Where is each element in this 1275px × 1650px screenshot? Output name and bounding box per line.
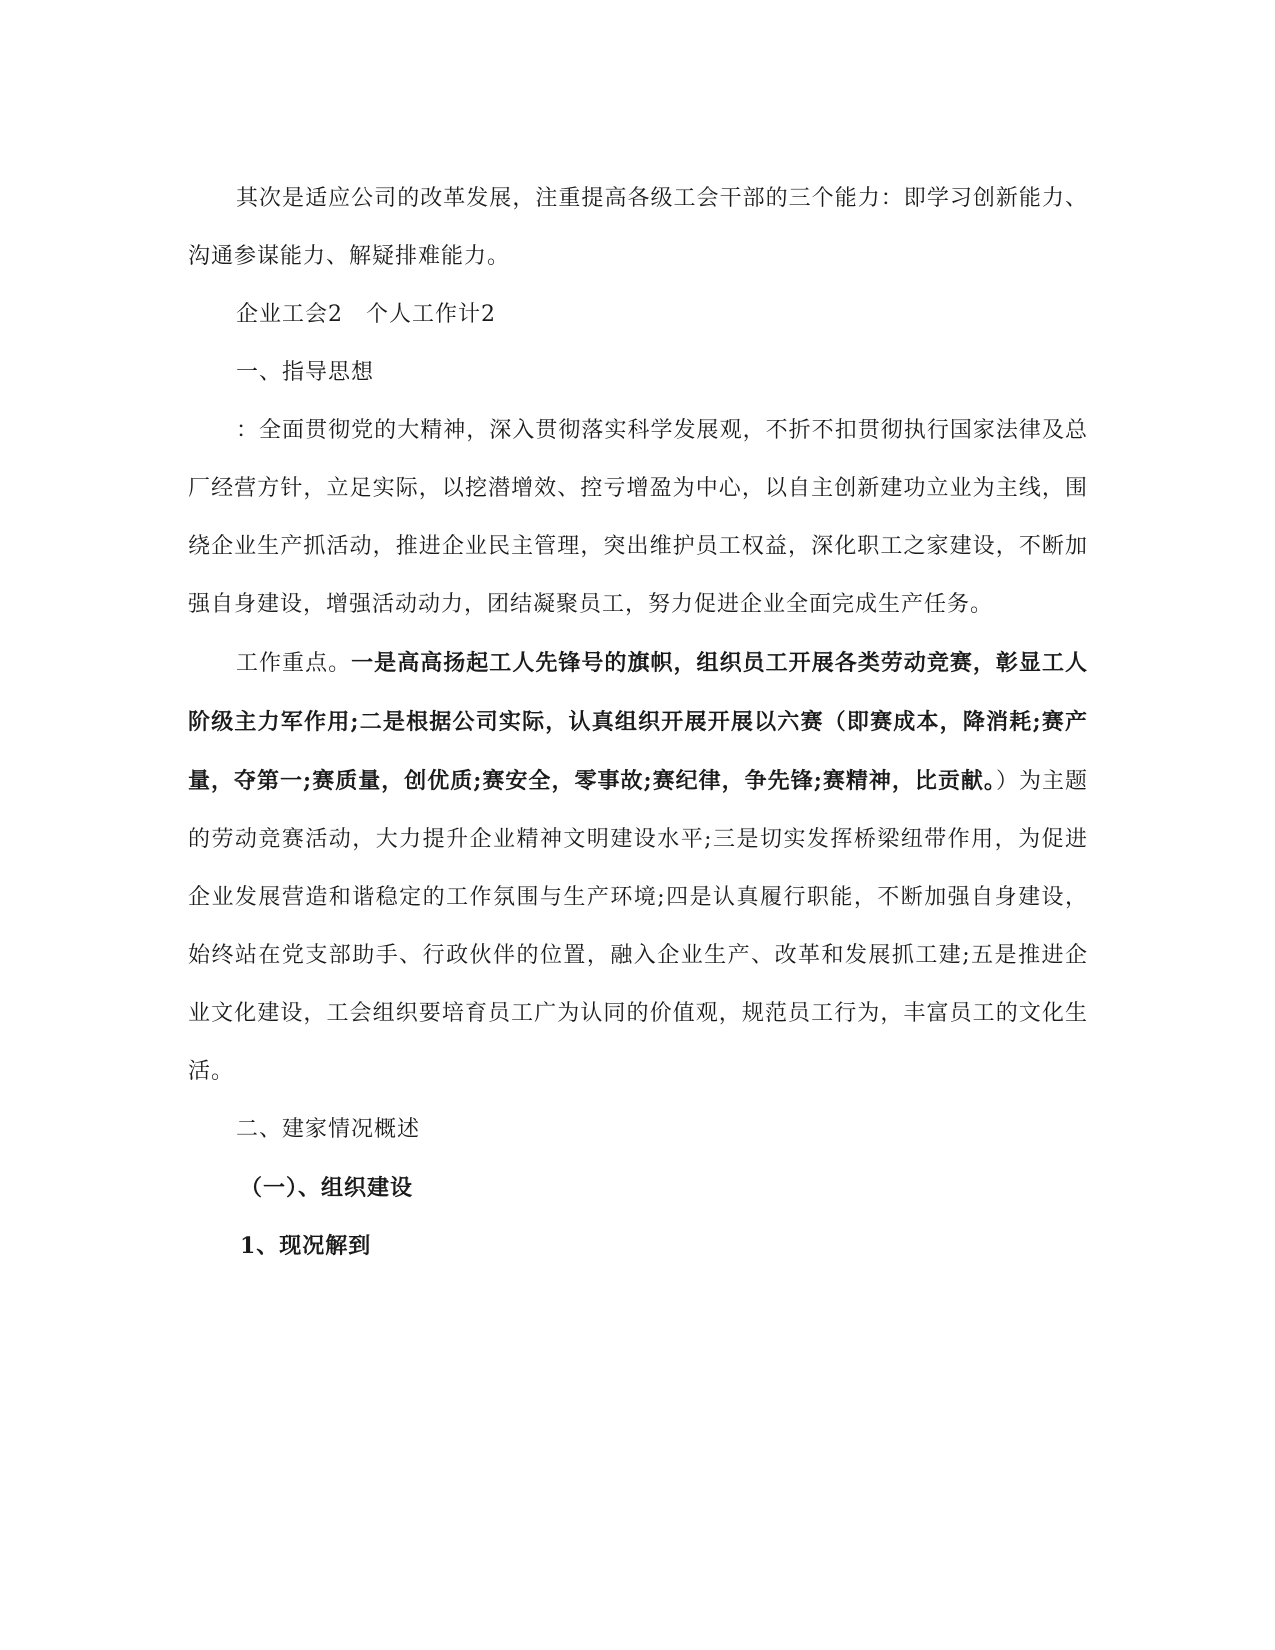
section-heading-guiding-ideology: 一、指导思想 <box>236 360 375 385</box>
document-title: 企业工会2 个人工作计2 <box>236 302 496 327</box>
work-focus-paragraph <box>188 634 1088 1101</box>
guiding-ideology-paragraph: ：全面贯彻党的大精神，深入贯彻落实科学发展观，不折不扣贯彻执行国家法律及总厂经营方针，立足实际，以挖潜增效、控亏增盈为中心，以自主创新建功立业为主线，围绕企业生产抓活动，推进企业民主管理，突出维护员工权益，深化职工之家建设，不断加强自身建设，增强活动动力，团结凝聚员工，努力促进企业全面完成生产任务。 <box>188 418 1088 617</box>
work-focus-rest: ）为主题的劳动竞赛活动，大力提升企业精神文明建设水平;三是切实发挥桥梁纽带作用，为促进企业发展营造和谐稳定的工作氛围与生产环境;四是认真履行职能，不断加强自身建设，始终站在党支部助手、行政伙伴的位置，融入企业生产、改革和发展抓工建;五是推进企业文化建设，工会组织要培育员工广为认同的价值观，规范员工行为，丰富员工的文化生活。 <box>188 769 1088 1084</box>
item-heading-status: 1、现况解到 <box>240 1233 372 1259</box>
work-focus-bold-text: 一是高高扬起工人先锋号的旗帜，组织员工开展各类劳动竞赛，彰显工人阶级主力军作用;二是根据公司实际，认真组织开展开展以六赛（即赛成本，降消耗;赛产量，夺第一;赛质量，创优质;赛安全，零事故;赛纪律，争先锋;赛精神，比贡献。 <box>188 650 1088 794</box>
work-focus-lead: 工作重点。 <box>236 651 352 676</box>
section-heading-overview: 二、建家情况概述 <box>236 1117 421 1142</box>
intro-paragraph: 其次是适应公司的改革发展，注重提高各级工会干部的三个能力：即学习创新能力、沟通参谋能力、解疑排难能力。 <box>188 186 1088 269</box>
subsection-heading-organization: （一）、组织建设 <box>240 1175 414 1201</box>
document-body <box>188 170 1088 1275</box>
